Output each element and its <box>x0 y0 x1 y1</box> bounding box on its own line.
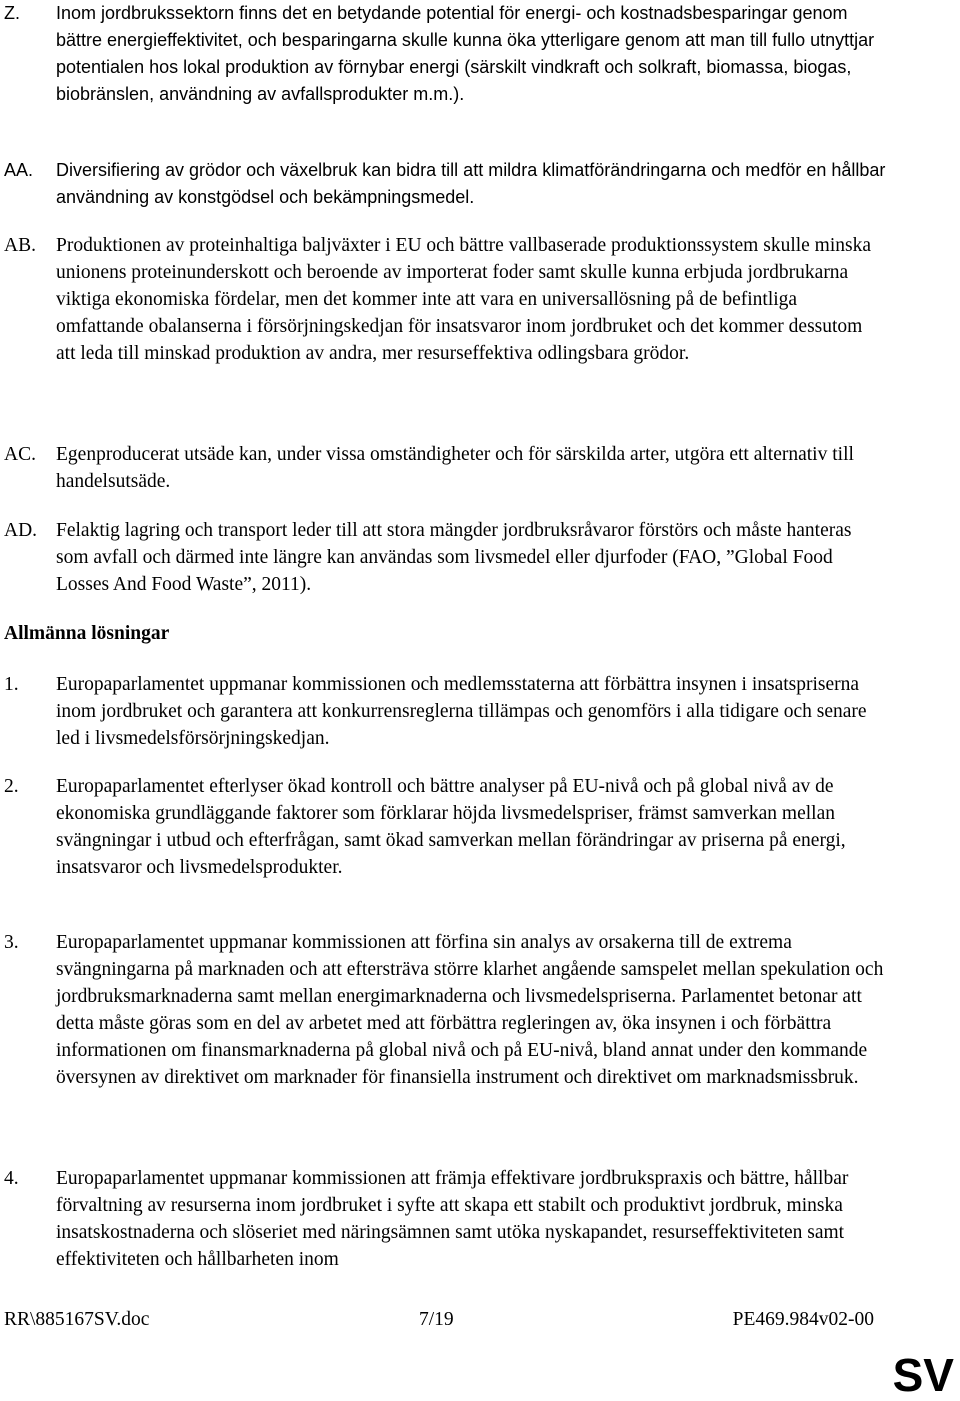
language-badge: SV <box>892 1349 954 1401</box>
recital-label: AA. <box>4 160 34 180</box>
footer-page-number: 7/19 <box>419 1309 454 1330</box>
paragraph-number: 4. <box>4 1168 19 1189</box>
paragraph-number: 2. <box>4 776 19 797</box>
paragraph-number: 3. <box>4 932 19 953</box>
paragraph-text: Europaparlamentet uppmanar kommissionen och medlemsstaterna att förbättra insynen i insatspriserna inom jordbruket och garantera att konkurrensreglerna tillämpas och genomförs i alla tidigare och senare led i livsmedelsförsörjningskedjan. <box>56 674 867 749</box>
paragraph-number: 1. <box>4 674 19 695</box>
recital-label: AB. <box>4 235 36 256</box>
recital-text: Produktionen av proteinhaltiga baljväxter i EU och bättre vallbaserade produktionssystem skulle minska unionens proteinunderskott och beroende av importerat foder samt skulle kunna erbjuda jordbrukarna viktiga ekonomiska fördelar, men det kommer inte att vara en universallösning på de befintliga omfattande obalanserna i försörjningskedjan för insatsvaror inom jordbruket och det kommer dessutom att leda till minskad produktion av andra, mer resurseffektiva odlingsbara grödor. <box>56 235 872 364</box>
recital-text: Diversifiering av grödor och växelbruk kan bidra till att mildra klimatförändringarna och medför en hållbar användning av konstgödsel och bekämpningsmedel. <box>56 160 886 207</box>
recital-ad <box>0 517 900 598</box>
paragraph-text: Europaparlamentet efterlyser ökad kontroll och bättre analyser på EU-nivå och på global nivå av de ekonomiska grundläggande faktorer som förklarar höjda livsmedelspriser, främst samverkan mellan svängningar i utbud och efterfrågan, samt ökad samverkan mellan förändringar av priserna på energi, insatsvaror och livsmedelsprodukter. <box>56 776 846 878</box>
recital-text: Egenproducerat utsäde kan, under vissa omständigheter och för särskilda arter, utgöra ett alternativ till handelsutsäde. <box>56 444 854 492</box>
recital-ac <box>0 441 900 495</box>
footer-pe-reference: PE469.984v02-00 <box>732 1309 874 1330</box>
footer-doc-reference: RR\885167SV.doc <box>4 1309 150 1330</box>
recital-ab <box>0 232 900 367</box>
numbered-paragraph-2 <box>0 773 900 881</box>
recital-aa <box>0 157 900 211</box>
paragraph-text: Europaparlamentet uppmanar kommissionen att förfina sin analys av orsakerna till de extrema svängningarna på marknaden och att eftersträva större klarhet angående samspelet mellan spekulation och jordbruksmarknaderna samt mellan energimarknaderna och livsmedelspriserna. Parlamentet betonar att detta måste göras som en del av arbetet med att förbättra regleringen av, öka insynen i och förbättra informationen om finansmarknaderna på global nivå och på EU-nivå, bland annat under den kommande översynen av direktivet om marknader för finansiella instrument och direktivet om marknadsmissbruk. <box>56 932 884 1088</box>
numbered-paragraph-3 <box>0 929 900 1091</box>
numbered-paragraph-1 <box>0 671 900 752</box>
paragraph-text: Europaparlamentet uppmanar kommissionen att främja effektivare jordbrukspraxis och bättre, hållbar förvaltning av resurserna inom jordbruket i syfte att skapa ett stabilt och produktivt jordbruk, minska insatskostnaderna och slöseriet med näringsämnen samt utöka nyskapandet, resurseffektiviteten samt effektiviteten och hållbarheten inom <box>56 1168 849 1270</box>
recital-label: AC. <box>4 444 36 465</box>
recital-text: Inom jordbrukssektorn finns det en betydande potential för energi- och kostnadsbesparingar genom bättre energieffektivitet, och besparingarna skulle kunna öka ytterligare genom att man till fullo utnyttjar potentialen hos lokal produktion av förnybar energi (särskilt vindkraft och solkraft, biomassa, biogas, biobränslen, användning av avfallsprodukter m.m.). <box>56 3 875 104</box>
recital-z <box>0 0 900 108</box>
recital-label: Z. <box>4 3 20 23</box>
recital-text: Felaktig lagring och transport leder till att stora mängder jordbruksråvaror förstörs och måste hanteras som avfall och därmed inte längre kan användas som livsmedel eller djurfoder (FAO, ”Global Food Losses And Food Waste”, 2011). <box>56 520 852 595</box>
numbered-paragraph-4 <box>0 1165 900 1273</box>
recital-label: AD. <box>4 520 38 541</box>
section-heading: Allmänna lösningar <box>4 623 170 644</box>
